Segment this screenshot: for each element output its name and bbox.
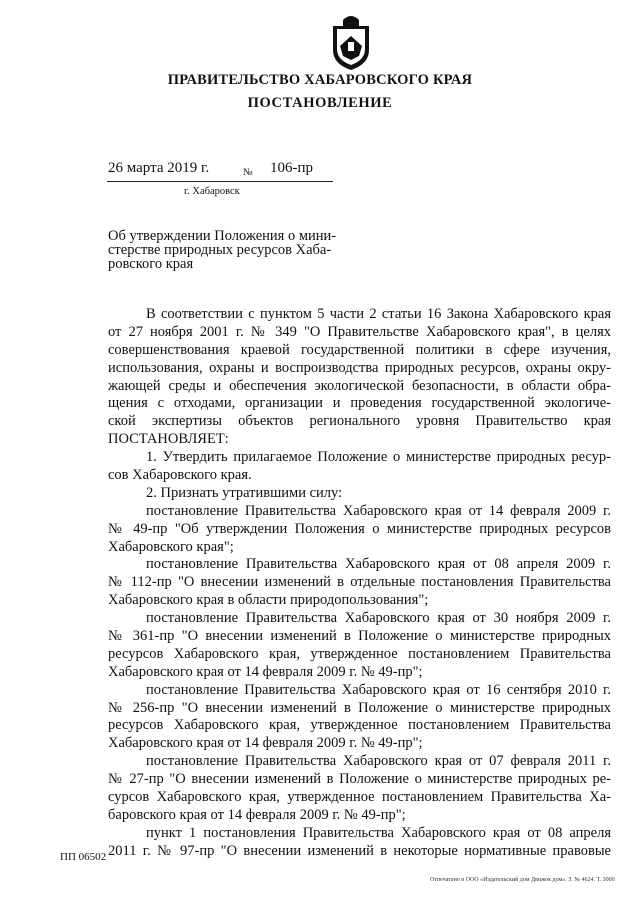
body-line: совершенствования краевой государственной политики в сфере изучения, <box>108 341 611 358</box>
body-line: использования, охраны и воспроизводства природных ресурсов, охраны окру- <box>108 359 611 376</box>
body-line: 2011 г. № 97-пр "О внесении изменений в некоторые нормативные правовые <box>108 842 611 859</box>
body-line: жающей среды и обеспечения экологической безопасности, в области обра- <box>108 377 611 394</box>
subject-line: ровского края <box>108 256 194 272</box>
body-line: № 112-пр "О внесении изменений в отдельные постановления Правительства <box>108 574 611 591</box>
body-line: В соответствии с пунктом 5 части 2 статьи 16 Закона Хабаровского края <box>146 306 611 322</box>
body-line: Хабаровского края от 14 февраля 2009 г. № 49-пр"; <box>108 663 423 680</box>
date-underline <box>107 181 333 182</box>
document-code: ПП 06502 <box>60 851 107 863</box>
organization-title: ПРАВИТЕЛЬСТВО ХАБАРОВСКОГО КРАЯ <box>167 72 473 88</box>
body-line: пункт 1 постановления Правительства Хабаровского края от 08 апреля <box>146 824 611 841</box>
body-line: постановление Правительства Хабаровского края от 16 сентября 2010 г. <box>146 681 611 698</box>
body-line: № 256-пр "О внесении изменений в Положение о министерстве природных <box>108 699 611 716</box>
body-line: щения с отходами, организации и проведения государственной экологиче- <box>108 395 611 412</box>
body-line: постановление Правительства Хабаровского края от 07 февраля 2011 г. <box>146 753 611 770</box>
body-line: постановление Правительства Хабаровского края от 14 февраля 2009 г. <box>146 502 611 519</box>
body-line: Хабаровского края в области природопользования"; <box>108 592 429 609</box>
subject-line: Об утверждении Положения о мини- <box>108 228 337 244</box>
body-line: ресурсов Хабаровского края, утвержденное постановлением Правительства <box>108 645 611 662</box>
document-number: 106-пр <box>270 160 314 176</box>
body-line: 2. Признать утратившими силу: <box>146 484 343 501</box>
subject-line: стерстве природных ресурсов Хаба- <box>108 242 332 258</box>
body-line: № 361-пр "О внесении изменений в Положение о министерстве природных <box>108 628 611 645</box>
body-line: постановление Правительства Хабаровского края от 08 апреля 2009 г. <box>146 556 611 573</box>
document-body <box>108 306 611 861</box>
body-line: Хабаровского края от 14 февраля 2009 г. № 49-пр"; <box>108 735 423 752</box>
body-line: № 27-пр "О внесении изменений в Положение о министерстве природных ре- <box>108 771 611 788</box>
body-line: 1. Утвердить прилагаемое Положение о министерстве природных ресур- <box>146 449 611 466</box>
document-type: ПОСТАНОВЛЕНИЕ <box>247 95 393 111</box>
document-date: 26 марта 2019 г. <box>108 160 210 176</box>
body-line: сов Хабаровского края. <box>108 467 252 484</box>
number-sign: № <box>243 167 253 178</box>
body-line: Хабаровского края"; <box>108 538 234 555</box>
body-line: ресурсов Хабаровского края, утвержденное постановлением Правительства <box>108 717 611 734</box>
body-line: сурсов Хабаровского края, утвержденное постановлением Правительства Ха- <box>108 789 611 806</box>
document-city: г. Хабаровск <box>184 186 240 197</box>
document-subject <box>108 229 340 271</box>
coat-of-arms-emblem <box>329 12 373 72</box>
body-line: от 27 ноября 2001 г. № 349 "О Правительстве Хабаровского края", в целях <box>108 323 611 340</box>
body-line: ской экспертизы объектов регионального уровня Правительство края <box>108 413 611 430</box>
printer-note: Отпечатано в ООО «Издательский дом Движок дом». З. № 4624. Т. 3000 <box>430 877 615 883</box>
body-line: постановление Правительства Хабаровского края от 30 ноября 2009 г. <box>146 610 611 627</box>
body-line: ПОСТАНОВЛЯЕТ: <box>108 431 229 448</box>
body-line: № 49-пр "Об утверждении Положения о министерстве природных ресурсов <box>108 520 611 537</box>
body-line: баровского края от 14 февраля 2009 г. № 49-пр"; <box>108 806 406 823</box>
